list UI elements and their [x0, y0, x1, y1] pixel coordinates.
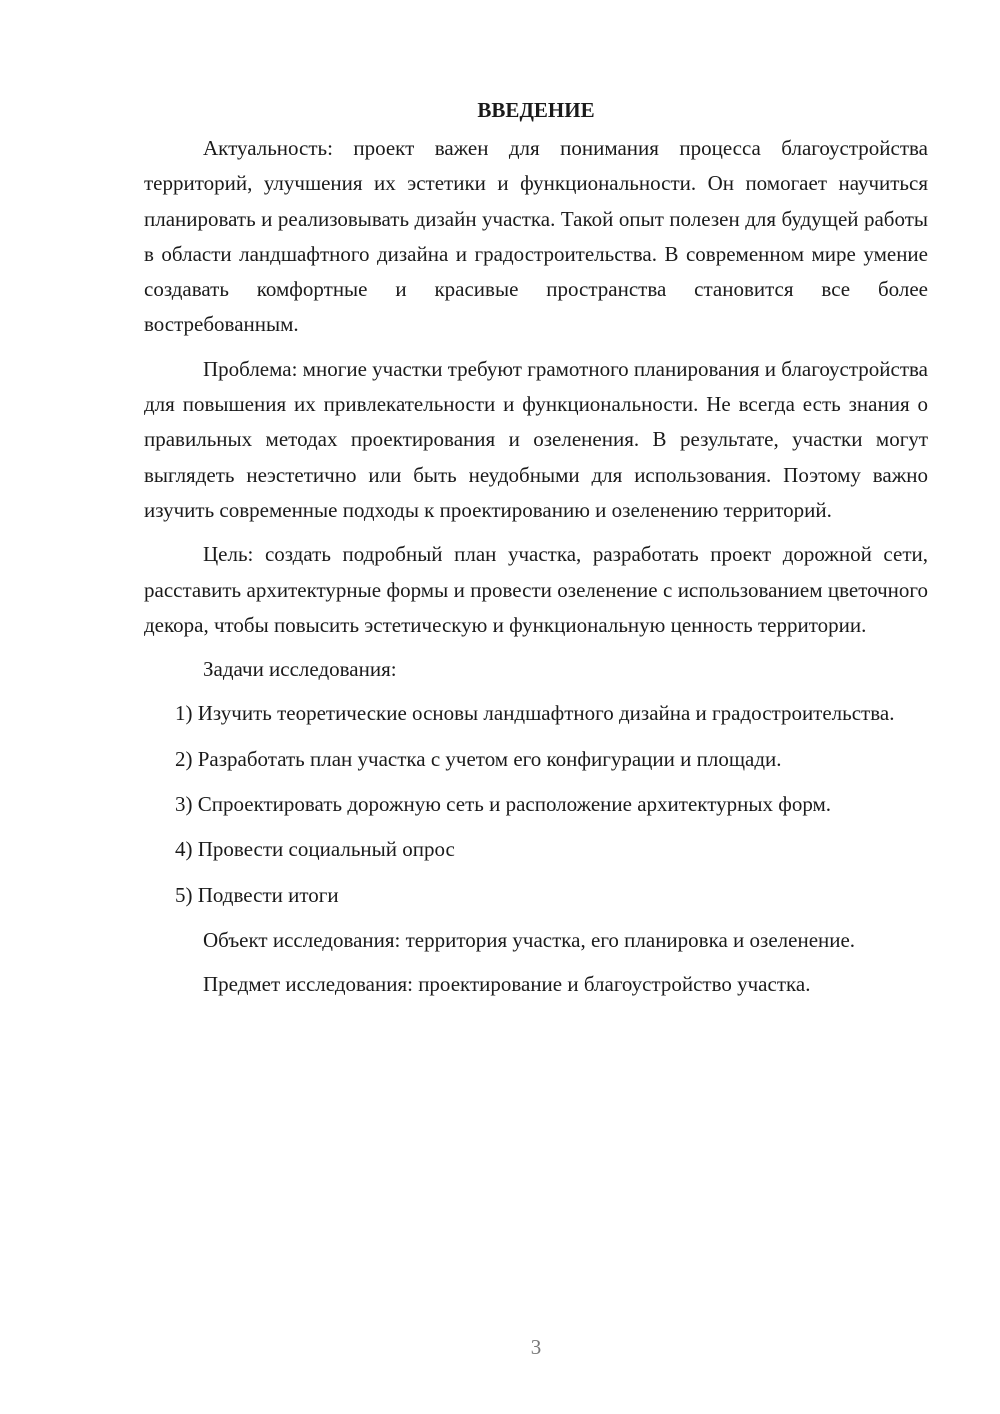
relevance-paragraph: Актуальность: проект важен для понимания процесса благоустройства территорий, улучшения их эстетики и функциональности. Он помогает научиться планировать и реализовывать дизайн участка. Такой опыт полезен для будущей работы в области ландшафтного дизайна и градостроительства. В современном мире умение создавать комфортные и красивые пространства становится все более востребованным. [144, 136, 928, 337]
section-title: ВВЕДЕНИЕ [477, 98, 595, 122]
task-item-4: 4) Провести социальный опрос [175, 837, 455, 862]
tasks-list [144, 696, 928, 912]
document-page [144, 92, 928, 1012]
problem-paragraph: Проблема: многие участки требуют грамотного планирования и благоустройства для повышения их привлекательности и функциональности. Не всегда есть знания о правильных методах проектирования и озеленения. В результате, участки могут выглядеть неэстетично или быть неудобными для использования. Поэтому важно изучить современные подходы к проектированию и озеленению территорий. [144, 356, 928, 522]
task-item-3: 3) Спроектировать дорожную сеть и расположение архитектурных форм. [175, 792, 832, 817]
task-item-1: 1) Изучить теоретические основы ландшафтного дизайна и градостроительства. [175, 701, 895, 726]
goal-paragraph: Цель: создать подробный план участка, разработать проект дорожной сети, расставить архитектурные формы и провести озеленение с использованием цветочного декора, чтобы повысить эстетическую и функциональную ценность территории. [144, 542, 928, 637]
task-item-2: 2) Разработать план участка с учетом его конфигурации и площади. [175, 746, 782, 771]
task-item-5: 5) Подвести итоги [175, 882, 339, 907]
subject-paragraph: Предмет исследования: проектирование и благоустройство участка. [203, 972, 811, 997]
tasks-heading: Задачи исследования: [203, 657, 397, 682]
page-number: 3 [530, 1335, 542, 1359]
object-paragraph: Объект исследования: территория участка, его планировка и озеленение. [203, 927, 856, 952]
